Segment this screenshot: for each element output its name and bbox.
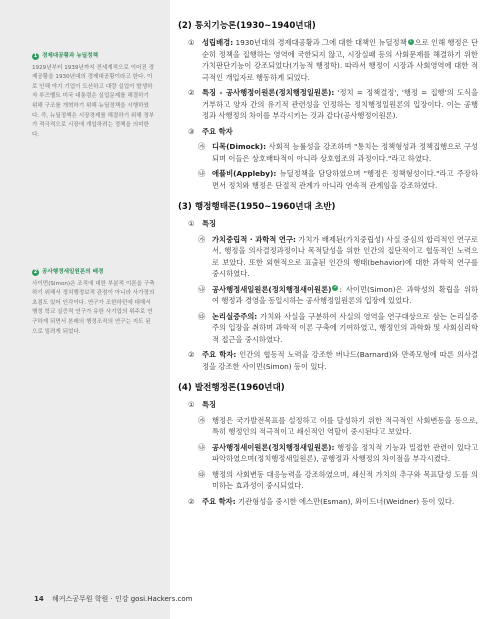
list-item: ㉰ 논리실증주의: 가치와 사실을 구분하여 사실의 영역을 연구대상으로 삼는 논리실증주의 입장을 취하며 과학적 이론 구축에 기여하였고, 행정인의 과학화 및 사회심리학적 접근을 중시하였다.: [198, 311, 478, 344]
list-item: ① 특징: [188, 219, 217, 228]
page-number: 14: [34, 595, 44, 603]
note-number-badge: 2: [33, 269, 38, 275]
list-item: ㉯ 공사행정새일원론(정치행정새이원론) 2 : 사이먼(Simon)은 과학성의 확립을 위하여 행정과 경영을 동일시하는 공사행정일원론의 입장에 있었다.: [198, 284, 478, 305]
list-item: ② 주요 학자: 기관형성을 중시한 에스만(Esman), 와이드너(Weidner) 등이 있다.: [188, 496, 455, 506]
section-title: (2) 통치기능론(1930~1940년대): [178, 21, 316, 31]
list-item: ㉮ 행정은 국가발전목표를 설정하고 이를 달성하기 위한 적극적인 사회변동을 동으로, 특히 행정인의 적극적이고 쇄신적인 역할이 중시된다고 보았다.: [198, 415, 478, 436]
list-item: ㉯ 애플비(Appleby): 뉴딜정책을 담당하였으며 "행정은 정책형성이다."라고 주장하면서 정치와 행정은 단절적 관계가 아니라 연속적 관계임을 강조하였다.: [198, 169, 478, 190]
section-title: (3) 행정행태론(1950~1960년대 초반): [178, 202, 336, 212]
section-title: (4) 발전행정론(1960년대): [178, 383, 285, 393]
list-item: ㉮ 가치중립적 · 과학적 연구: 가치가 배제된(가치중립성) 사실 중심의 합리적인 연구로서, 행정을 의사결정과정이나 목적달성을 위한 인간의 집단적이고 협동적인 노력으로 보았다. 또한 외현적으로 표출된 인간의 행태(behavior)에 대한 과학적 연구를 중시하였다.: [198, 234, 478, 278]
list-item: ② 주요 학자: 인간의 협동적 노력을 강조한 버나드(Barnard)와 만족모형에 따른 의사결정을 강조한 사이먼(Simon) 등이 있다.: [188, 350, 478, 371]
list-item: ㉰ 행정의 사회변동 대응능력을 강조하였으며, 쇄신적 가치의 추구와 목표달성 도를 의미하는 효과성이 중시되었다.: [198, 469, 478, 490]
sidenote-1: [32, 52, 156, 140]
sidenote-body: 사이먼(Simon)은 조직에 대한 부분적 이론을 구축하기 위해서 정치행정보적 관점이 아니라 사가정의 초점도 있어 인각이다. 연구가 조한하던에 대해서 행정 학교 실증적 연구가 유한 사기업의 위주로 연구하게 되면서 본래의 행정조직의 연구는 지도 된으로 밀려게 되었다.: [32, 280, 155, 335]
note-ref-badge: 1: [409, 38, 413, 44]
list-item: ③ 주요 학자: [188, 126, 233, 136]
note-number-badge: 1: [33, 53, 38, 59]
list-item: ② 특징 - 공사행정이원론(정치행정일원론): '정치 = 정책결정', '행정 = 집행'의 도식을 거부하고 양자 간의 유기적 관련성을 인정하는 정치행정일원론의 입장이다. 이는 공행정과 사행정의 차이를 부각시키는 것과 같다(공사행정이원론).: [188, 88, 478, 120]
list-item: ㉮ 디목(Dimock): 사회적 능률성을 강조하며 "통치는 정책형성과 정책집행으로 구성되며 이들은 상호배타적이 아니라 상호협조의 과정이다."라고 하였다.: [198, 142, 478, 163]
note-ref-badge: 2: [334, 285, 337, 291]
sidenote-title: 경제대공황과 뉴딜정책: [42, 53, 98, 59]
list-item: ㉯ 공사행정새이원론(정치행정새일원론): 행정을 정치적 기능과 밀접한 관련이 있다고 파악하였으며(정치행정새일원론), 공행정과 사행정의 차이점을 부각시켰다.: [198, 442, 478, 463]
sidebar: [0, 0, 170, 619]
page-footer: [34, 594, 193, 604]
main-content: [178, 20, 478, 511]
sidenote-body: 1929년부터 1939년까지 전세계적으로 이어진 경제공황을 1930년대의 경제대공황이라고 한다. 이로 인해 야기 기업이 도산하고 대량 실업이 발생하자 루즈벨트 미국 대통령은 실업문제를 해결하기 위해 구조를 개혁하기 위해 뉴딜정책을 시행하였다. 즉, 뉴딜정책은 시장경제를 해결하기 위해 정부가 적극적으로 시장에 개입하려는 정책을 의미한다.: [32, 64, 155, 138]
footer-text: 해커스공무원 학원 · 인강 gosi.Hackers.com: [51, 595, 193, 603]
sidenote-2: [32, 268, 156, 337]
list-item: ① 성립배경: 1930년대의 경제대공황과 그에 대한 대책인 뉴딜정책 1 으로 인해 행정은 단순히 정책을 집행하는 영역에 국한되지 않고, 시장실패 등의 사회문제를 해결하기 위한 가치판단기능이 강조되었다(기능적 행정학). 따라서 행정이 시장과 사회영역에 대한 적극적인 개입자로 행동하게 되었다.: [188, 38, 478, 82]
list-item: ① 특징: [188, 400, 217, 409]
sidenote-title: 공사행정새일원론의 배경: [42, 269, 104, 275]
